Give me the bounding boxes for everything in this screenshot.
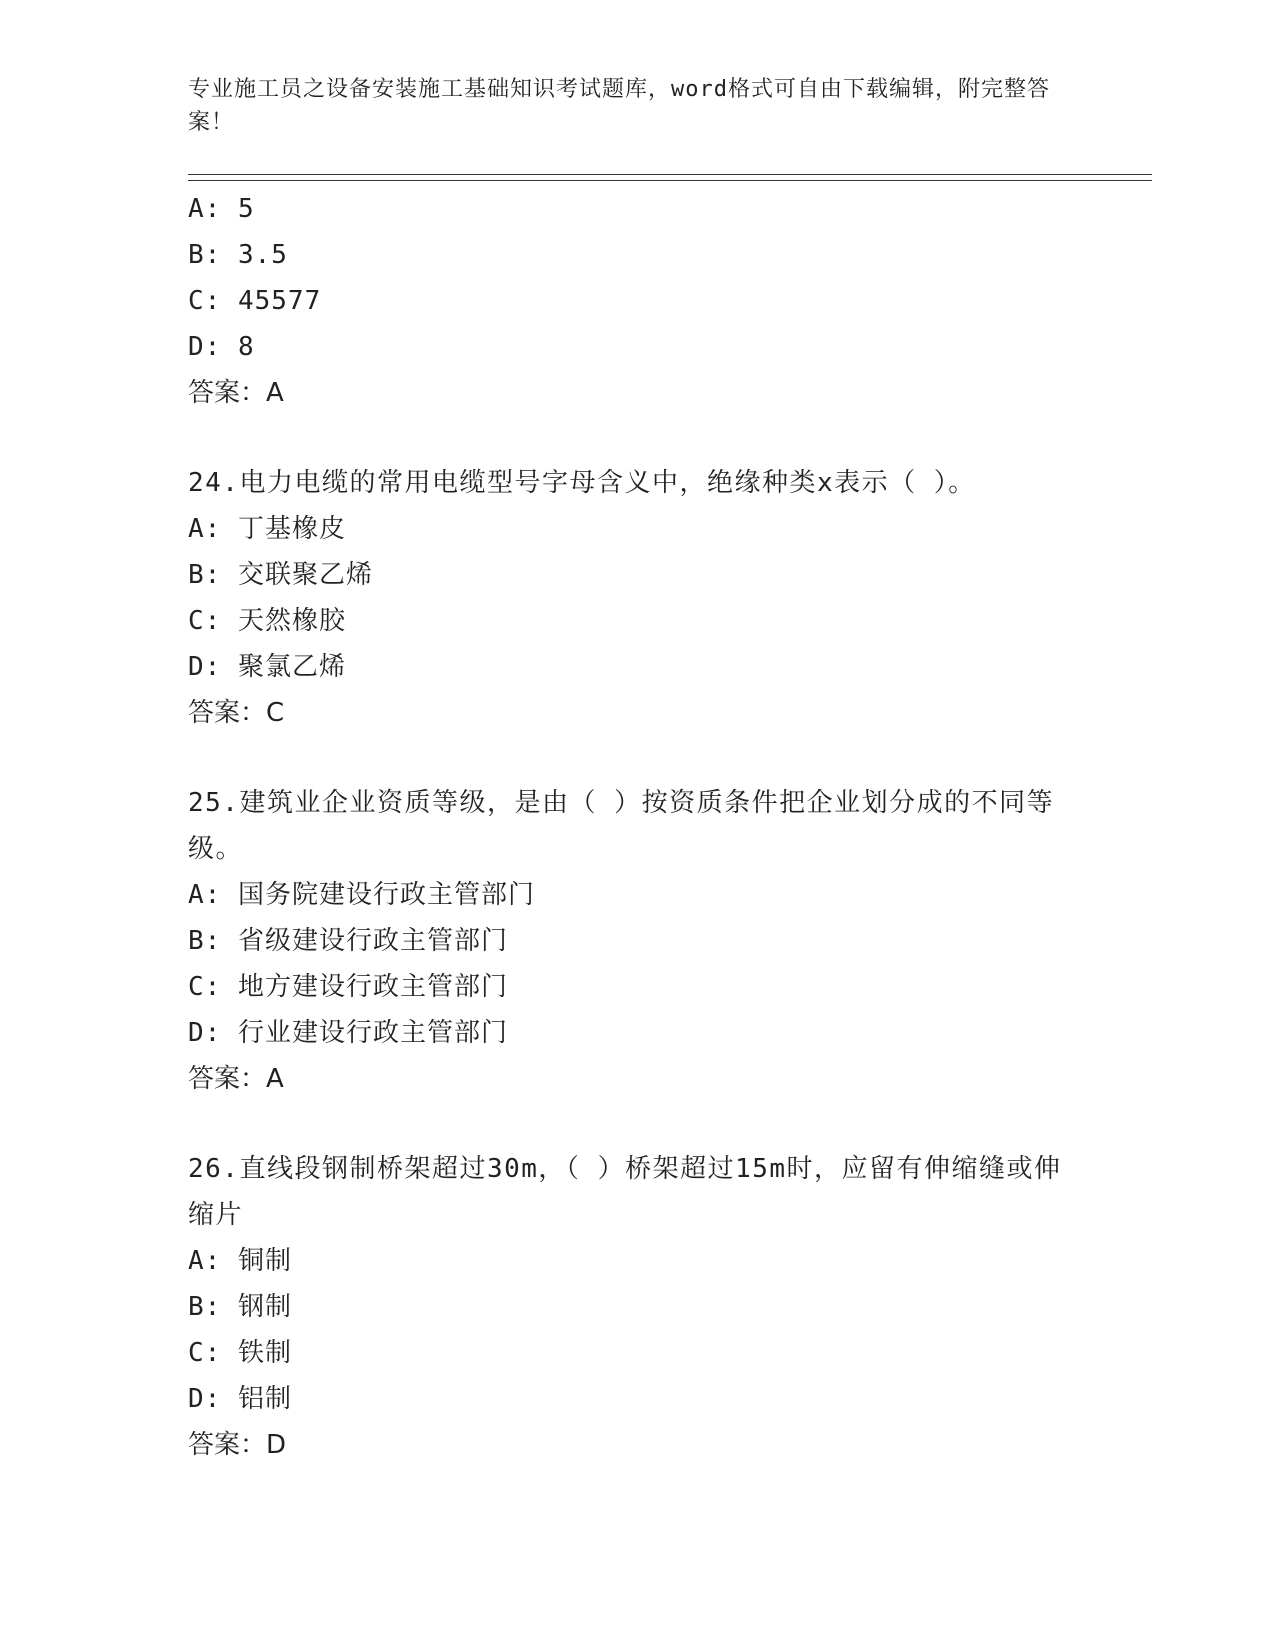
option-d: D: 铝制: [188, 1384, 292, 1414]
option-c: C: 天然橡胶: [188, 606, 346, 636]
question-text: 26.直线段钢制桥架超过30m，（ ）桥架超过15m时，应留有伸缩缝或伸缩片: [188, 1154, 1062, 1230]
header-rule-bottom: [188, 180, 1152, 181]
option-a: A: 丁基橡皮: [188, 514, 346, 544]
option-a: A: 铜制: [188, 1246, 292, 1276]
answer: 答案：A: [188, 378, 284, 408]
answer: 答案：A: [188, 1064, 284, 1094]
option-b: B: 钢制: [188, 1292, 292, 1322]
option-b: B: 交联聚乙烯: [188, 560, 373, 590]
question-block-continued: [188, 186, 1148, 416]
option-a: A: 国务院建设行政主管部门: [188, 880, 535, 910]
option-b: B: 省级建设行政主管部门: [188, 926, 508, 956]
option-c: C: 铁制: [188, 1338, 292, 1368]
question-text: 25.建筑业企业资质等级，是由（ ）按资质条件把企业划分成的不同等级。: [188, 788, 1055, 864]
question-block-26: [188, 1146, 1148, 1468]
question-block-24: [188, 460, 1148, 736]
answer: 答案：D: [188, 1430, 287, 1460]
option-c: C: 45577: [188, 286, 322, 316]
option-b: B: 3.5: [188, 240, 288, 270]
option-d: D: 聚氯乙烯: [188, 652, 346, 682]
option-a: A: 5: [188, 194, 255, 224]
option-d: D: 8: [188, 332, 255, 362]
option-d: D: 行业建设行政主管部门: [188, 1018, 508, 1048]
question-text: 24.电力电缆的常用电缆型号字母含义中，绝缘种类x表示（ ）。: [188, 468, 976, 498]
question-block-25: [188, 780, 1148, 1102]
answer: 答案：C: [188, 698, 285, 728]
option-c: C: 地方建设行政主管部门: [188, 972, 508, 1002]
document-header: 专业施工员之设备安装施工基础知识考试题库，word格式可自由下载编辑，附完整答案！: [188, 77, 1050, 135]
question-list: [188, 186, 1148, 1468]
header-rule-top: [188, 174, 1152, 175]
